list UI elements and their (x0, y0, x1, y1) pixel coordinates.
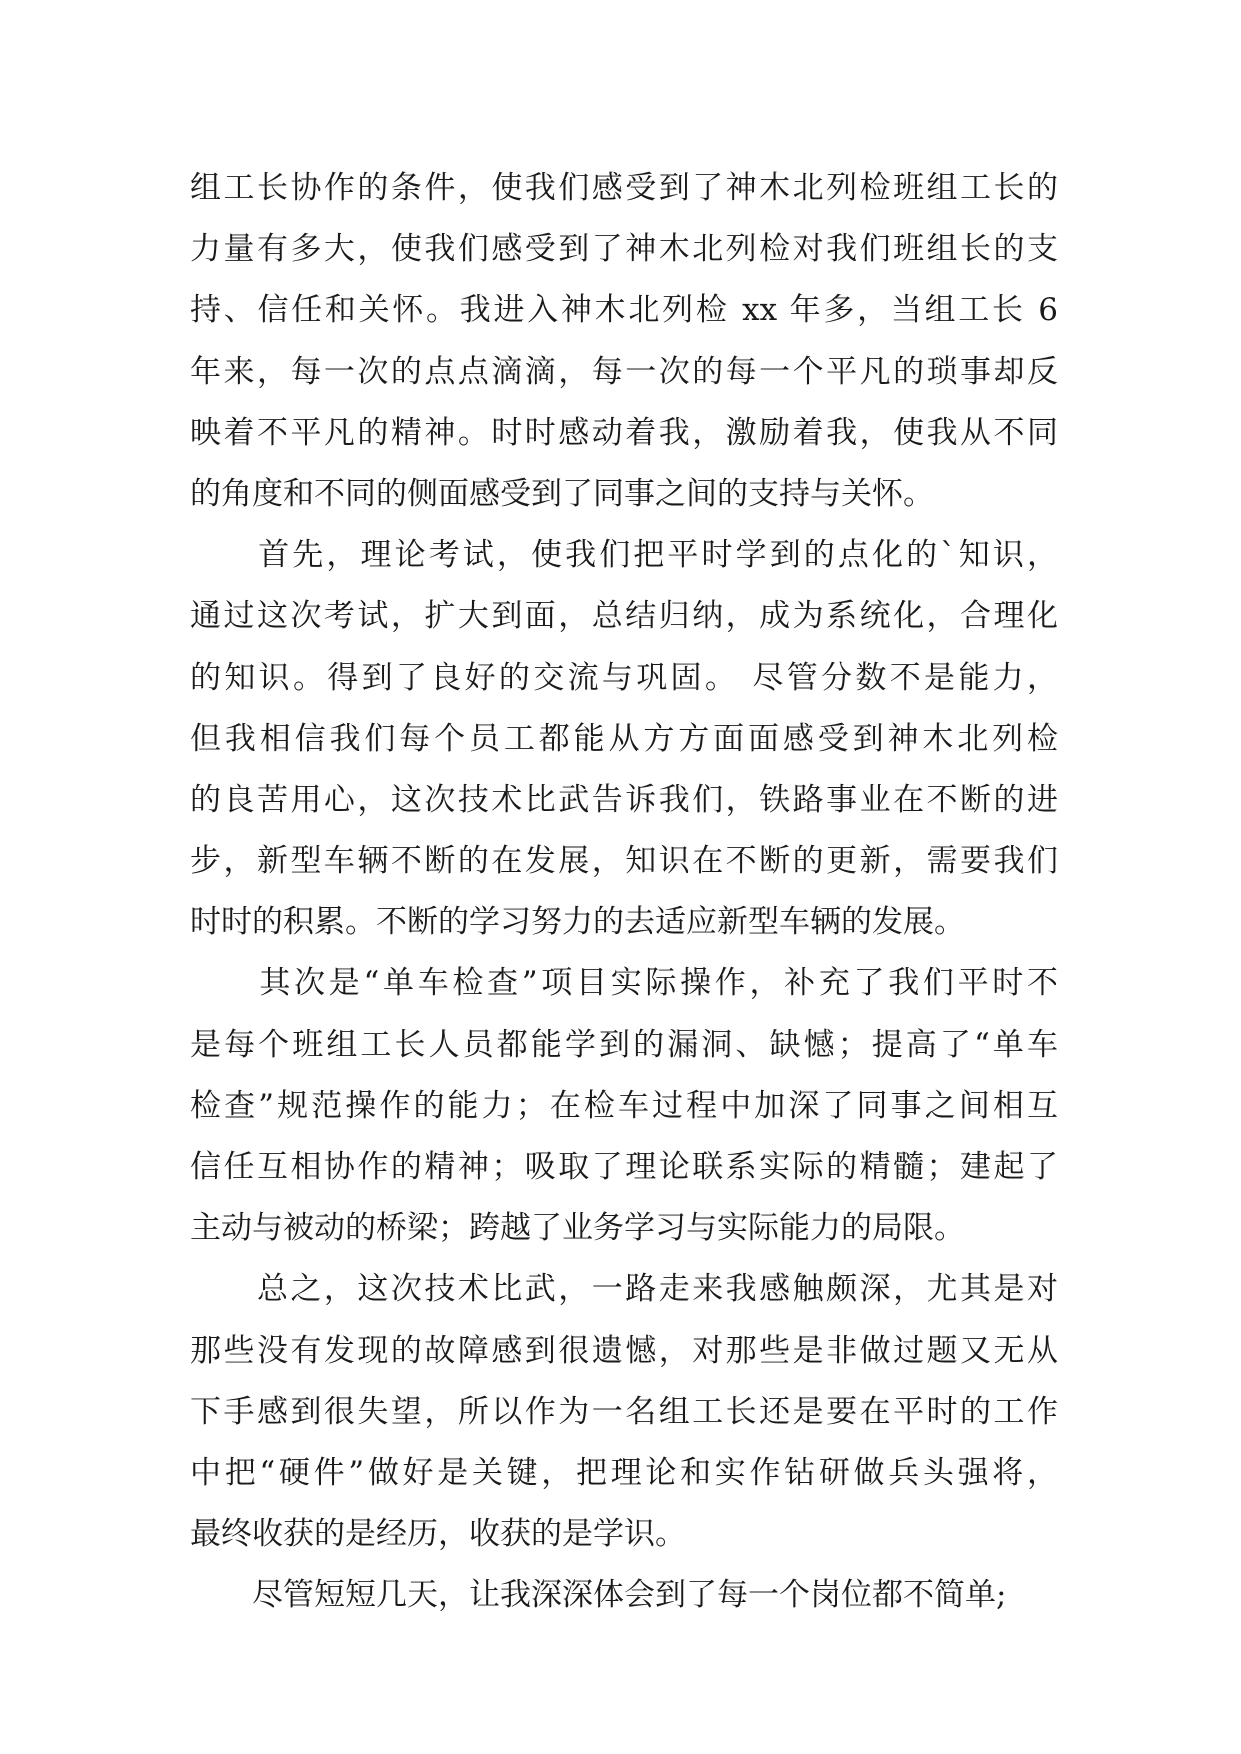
text-line: 最终收获的是经历，收获的是学识。 (190, 1516, 686, 1553)
text-line: 总之，这次技术比武，一路走来我感触颇深，尤其是对 (190, 1271, 1058, 1308)
text-line: 的知识。得到了良好的交流与巩固。 尽管分数不是能力， (190, 659, 1058, 696)
text-line: 检查”规范操作的能力；在检车过程中加深了同事之间相互 (190, 1087, 1058, 1124)
text-line: 中把“硬件”做好是关键，把理论和实作钻研做兵头强将， (190, 1454, 1058, 1491)
text-line: 组工长协作的条件，使我们感受到了神木北列检班组工长的 (190, 170, 1058, 206)
text-line: 其次是“单车检查”项目实际操作，补充了我们平时不 (190, 965, 1058, 1002)
text-line: 主动与被动的桥梁；跨越了业务学习与实际能力的局限。 (190, 1210, 965, 1247)
text-line: 是每个班组工长人员都能学到的漏洞、缺憾；提高了“单车 (190, 1026, 1058, 1063)
body-text (190, 158, 1058, 1627)
text-line: 持、信任和关怀。我进入神木北列检 xx 年多，当组工长 6 (190, 292, 1058, 329)
text-line: 信任互相协作的精神；吸取了理论联系实际的精髓；建起了 (190, 1149, 1058, 1185)
text-line: 尽管短短几天，让我深深体会到了每一个岗位都不简单; (190, 1577, 1007, 1614)
text-line: 步，新型车辆不断的在发展，知识在不断的更新，需要我们 (190, 843, 1058, 880)
text-line: 但我相信我们每个员工都能从方方面面感受到神木北列检 (190, 720, 1058, 757)
text-line: 下手感到很失望，所以作为一名组工长还是要在平时的工作 (190, 1393, 1058, 1430)
text-line: 那些没有发现的故障感到很遗憾，对那些是非做过题又无从 (190, 1332, 1058, 1369)
text-line: 的角度和不同的侧面感受到了同事之间的支持与关怀。 (190, 475, 934, 512)
text-line: 年来，每一次的点点滴滴，每一次的每一个平凡的琐事却反 (190, 353, 1058, 390)
text-line: 通过这次考试，扩大到面，总结归纳，成为系统化，合理化 (190, 598, 1058, 635)
text-line: 映着不平凡的精神。时时感动着我，激励着我，使我从不同 (190, 414, 1058, 451)
text-line: 力量有多大，使我们感受到了神木北列检对我们班组长的支 (190, 231, 1058, 268)
text-line: 首先，理论考试，使我们把平时学到的点化的`知识， (190, 537, 1058, 574)
text-line: 时时的积累。不断的学习努力的去适应新型车辆的发展。 (190, 904, 965, 941)
text-line: 的良苦用心，这次技术比武告诉我们，铁路事业在不断的进 (190, 781, 1058, 818)
